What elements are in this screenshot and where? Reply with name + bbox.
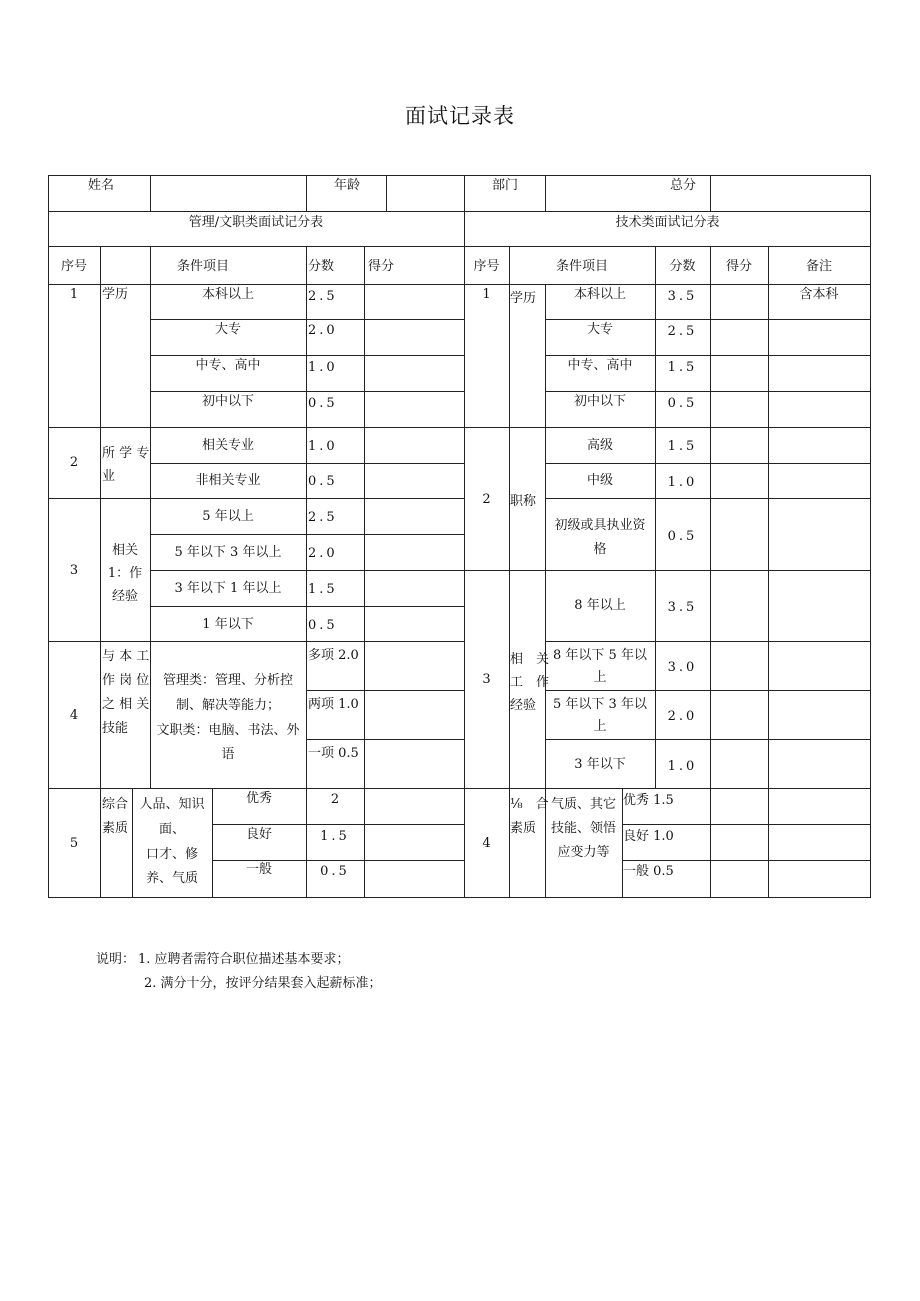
right-g2-pts-1: 1.5 (667, 439, 698, 454)
left-g5-desc-3: 口才、修 (145, 847, 198, 862)
right-g1-no: 1 (482, 287, 491, 302)
left-g2-no: 2 (69, 455, 79, 470)
left-g4-pts-1: 多项 2.0 (308, 648, 359, 663)
right-g3-cond-1: 8 年以上 (574, 598, 626, 613)
right-header-score: 得分 (725, 259, 752, 274)
right-g1-cond-4: 初中以下 (573, 394, 626, 409)
right-header-no: 序号 (473, 259, 500, 274)
right-header-item: 条件项目 (555, 259, 608, 274)
left-g2-category-2: 业 (102, 469, 116, 484)
left-g4-desc-3: 文职类：电脑、书法、外 (156, 723, 300, 738)
right-g3-cond-4: 3 年以下 (574, 757, 626, 772)
notes-label: 说明： (96, 952, 136, 967)
left-g1-cond-4: 初中以下 (201, 394, 254, 409)
right-g4-desc-2: 技能、领悟 (550, 821, 616, 836)
right-g1-category: 学历 (510, 291, 537, 306)
left-g1-cond-3: 中专、高中 (195, 358, 261, 373)
right-g1-cond-3: 中专、高中 (567, 358, 633, 373)
right-g4-pts-1: 优秀 1.5 (623, 793, 674, 808)
right-g4-desc-1: 气质、其它 (550, 797, 616, 812)
left-g3-category-3: 经验 (111, 589, 138, 604)
left-g1-pts-1: 2.5 (308, 289, 338, 304)
right-g3-pts-1: 3.5 (667, 600, 698, 615)
left-g1-pts-2: 2.0 (308, 323, 338, 338)
left-g5-desc-2: 面、 (158, 822, 185, 837)
left-g5-no: 5 (69, 836, 79, 851)
right-g2-category: 职称 (510, 494, 537, 509)
right-g3-category-1: 相 关 (510, 652, 550, 667)
left-g1-cond-2: 大专 (214, 322, 241, 337)
left-g4-category-4: 技能 (102, 721, 129, 736)
left-g1-pts-3: 1.0 (308, 360, 338, 375)
left-g2-cond-2: 非相关专业 (195, 473, 261, 488)
left-g2-category-1: 所 学 专 (102, 446, 150, 461)
right-g2-pts-3: 0.5 (667, 529, 698, 544)
left-section-title: 管理/文职类面试记分表 (188, 215, 324, 230)
right-g2-cond-3a: 初级或具执业资 (554, 518, 646, 533)
right-g3-cond-2a: 8 年以下 5 年以 (553, 648, 647, 663)
left-header-score: 得分 (368, 259, 395, 274)
right-g3-pts-3: 2.0 (667, 709, 698, 724)
right-g3-cond-2b: 上 (593, 670, 607, 685)
right-g3-category-2: 工 作 (510, 675, 550, 690)
left-g3-cond-4: 1 年以下 (202, 617, 254, 632)
right-g1-pts-2: 2.5 (667, 324, 698, 339)
left-g2-cond-1: 相关专业 (201, 438, 254, 453)
right-g3-cond-3a: 5 年以下 3 年以 (553, 697, 647, 712)
left-header-points: 分数 (308, 259, 335, 274)
left-g5-cond-3: 一般 (245, 862, 272, 877)
left-g3-pts-2: 2.0 (308, 546, 338, 561)
right-g4-category-1: ⅛ 合 (510, 797, 549, 812)
left-g1-category: 学历 (102, 287, 129, 302)
right-g2-no: 2 (482, 492, 491, 507)
left-g4-desc-1: 管理类：管理、分析控 (162, 673, 293, 688)
page-title: 面试记录表 (405, 104, 515, 128)
left-g5-pts-1: 2 (330, 792, 340, 807)
left-g3-pts-3: 1.5 (308, 582, 338, 597)
name-label: 姓名 (88, 178, 115, 193)
right-g4-no: 4 (482, 836, 491, 851)
left-g4-desc-4: 语 (221, 747, 235, 762)
left-g4-category-2: 作 岗 位 (102, 673, 150, 688)
left-g2-pts-2: 0.5 (308, 474, 338, 489)
age-label: 年龄 (334, 178, 361, 193)
left-g2-pts-1: 1.0 (308, 439, 338, 454)
left-g4-category-3: 之 相 关 (102, 697, 150, 712)
right-g3-no: 3 (482, 672, 491, 687)
dept-label: 部门 (492, 178, 519, 193)
right-g1-pts-3: 1.5 (667, 360, 698, 375)
right-g4-desc-3: 应变力等 (557, 845, 610, 860)
right-g4-category-2: 素质 (510, 821, 537, 836)
note-2: 2. 满分十分，按评分结果套入起薪标准； (144, 976, 382, 991)
right-g1-pts-1: 3.5 (667, 289, 698, 304)
right-g3-category-3: 经验 (510, 698, 537, 713)
left-g3-cond-2: 5 年以下 3 年以上 (174, 545, 282, 560)
left-g3-pts-4: 0.5 (308, 618, 338, 633)
right-g1-remark: 含本科 (799, 287, 839, 302)
right-g2-cond-1: 高级 (586, 438, 613, 453)
right-g2-cond-3b: 格 (593, 542, 607, 557)
left-g5-cond-2: 良好 (245, 827, 272, 842)
left-g5-cond-1: 优秀 (245, 791, 272, 806)
right-section-title: 技术类面试记分表 (615, 215, 720, 230)
left-g3-category-1: 相关 (111, 543, 138, 558)
right-g1-pts-4: 0.5 (667, 396, 698, 411)
right-g1-cond-2: 大专 (586, 322, 613, 337)
right-g4-pts-3: 一般 0.5 (623, 864, 674, 879)
left-g4-no: 4 (69, 708, 79, 723)
left-g1-no: 1 (69, 287, 79, 302)
left-g3-no: 3 (69, 563, 79, 578)
left-g5-category-1: 综合 (102, 797, 129, 812)
left-header-item: 条件项目 (176, 259, 229, 274)
left-g3-pts-1: 2.5 (308, 510, 338, 525)
left-g4-pts-2: 两项 1.0 (308, 697, 359, 712)
left-g4-desc-2: 制、解决等能力； (175, 698, 280, 713)
right-g2-pts-2: 1.0 (667, 475, 698, 490)
right-g2-cond-2: 中级 (586, 473, 613, 488)
right-header-remark: 备注 (805, 259, 832, 274)
left-g4-pts-3: 一项 0.5 (308, 746, 359, 761)
left-g3-cond-1: 5 年以上 (202, 509, 254, 524)
left-g5-desc-4: 养、气质 (145, 871, 198, 886)
right-g4-pts-2: 良好 1.0 (623, 829, 674, 844)
right-g3-pts-4: 1.0 (667, 759, 698, 774)
total-label: 总分 (670, 178, 697, 193)
left-g3-category-2: 1：作 (107, 566, 143, 581)
right-g3-pts-2: 3.0 (667, 660, 698, 675)
left-g5-pts-3: 0.5 (320, 864, 350, 879)
left-g5-desc-1: 人品、知识 (139, 797, 205, 812)
note-1: 1. 应聘者需符合职位描述基本要求； (138, 952, 350, 967)
right-g3-cond-3b: 上 (593, 719, 607, 734)
left-g1-pts-4: 0.5 (308, 396, 338, 411)
left-g4-category-1: 与 本 工 (102, 649, 150, 664)
left-g5-pts-2: 1.5 (320, 829, 350, 844)
left-g1-cond-1: 本科以上 (201, 287, 254, 302)
right-header-points: 分数 (669, 259, 696, 274)
left-g5-category-2: 素质 (102, 821, 129, 836)
right-g1-cond-1: 本科以上 (573, 287, 626, 302)
left-header-no: 序号 (60, 259, 87, 274)
left-g3-cond-3: 3 年以下 1 年以上 (174, 581, 282, 596)
